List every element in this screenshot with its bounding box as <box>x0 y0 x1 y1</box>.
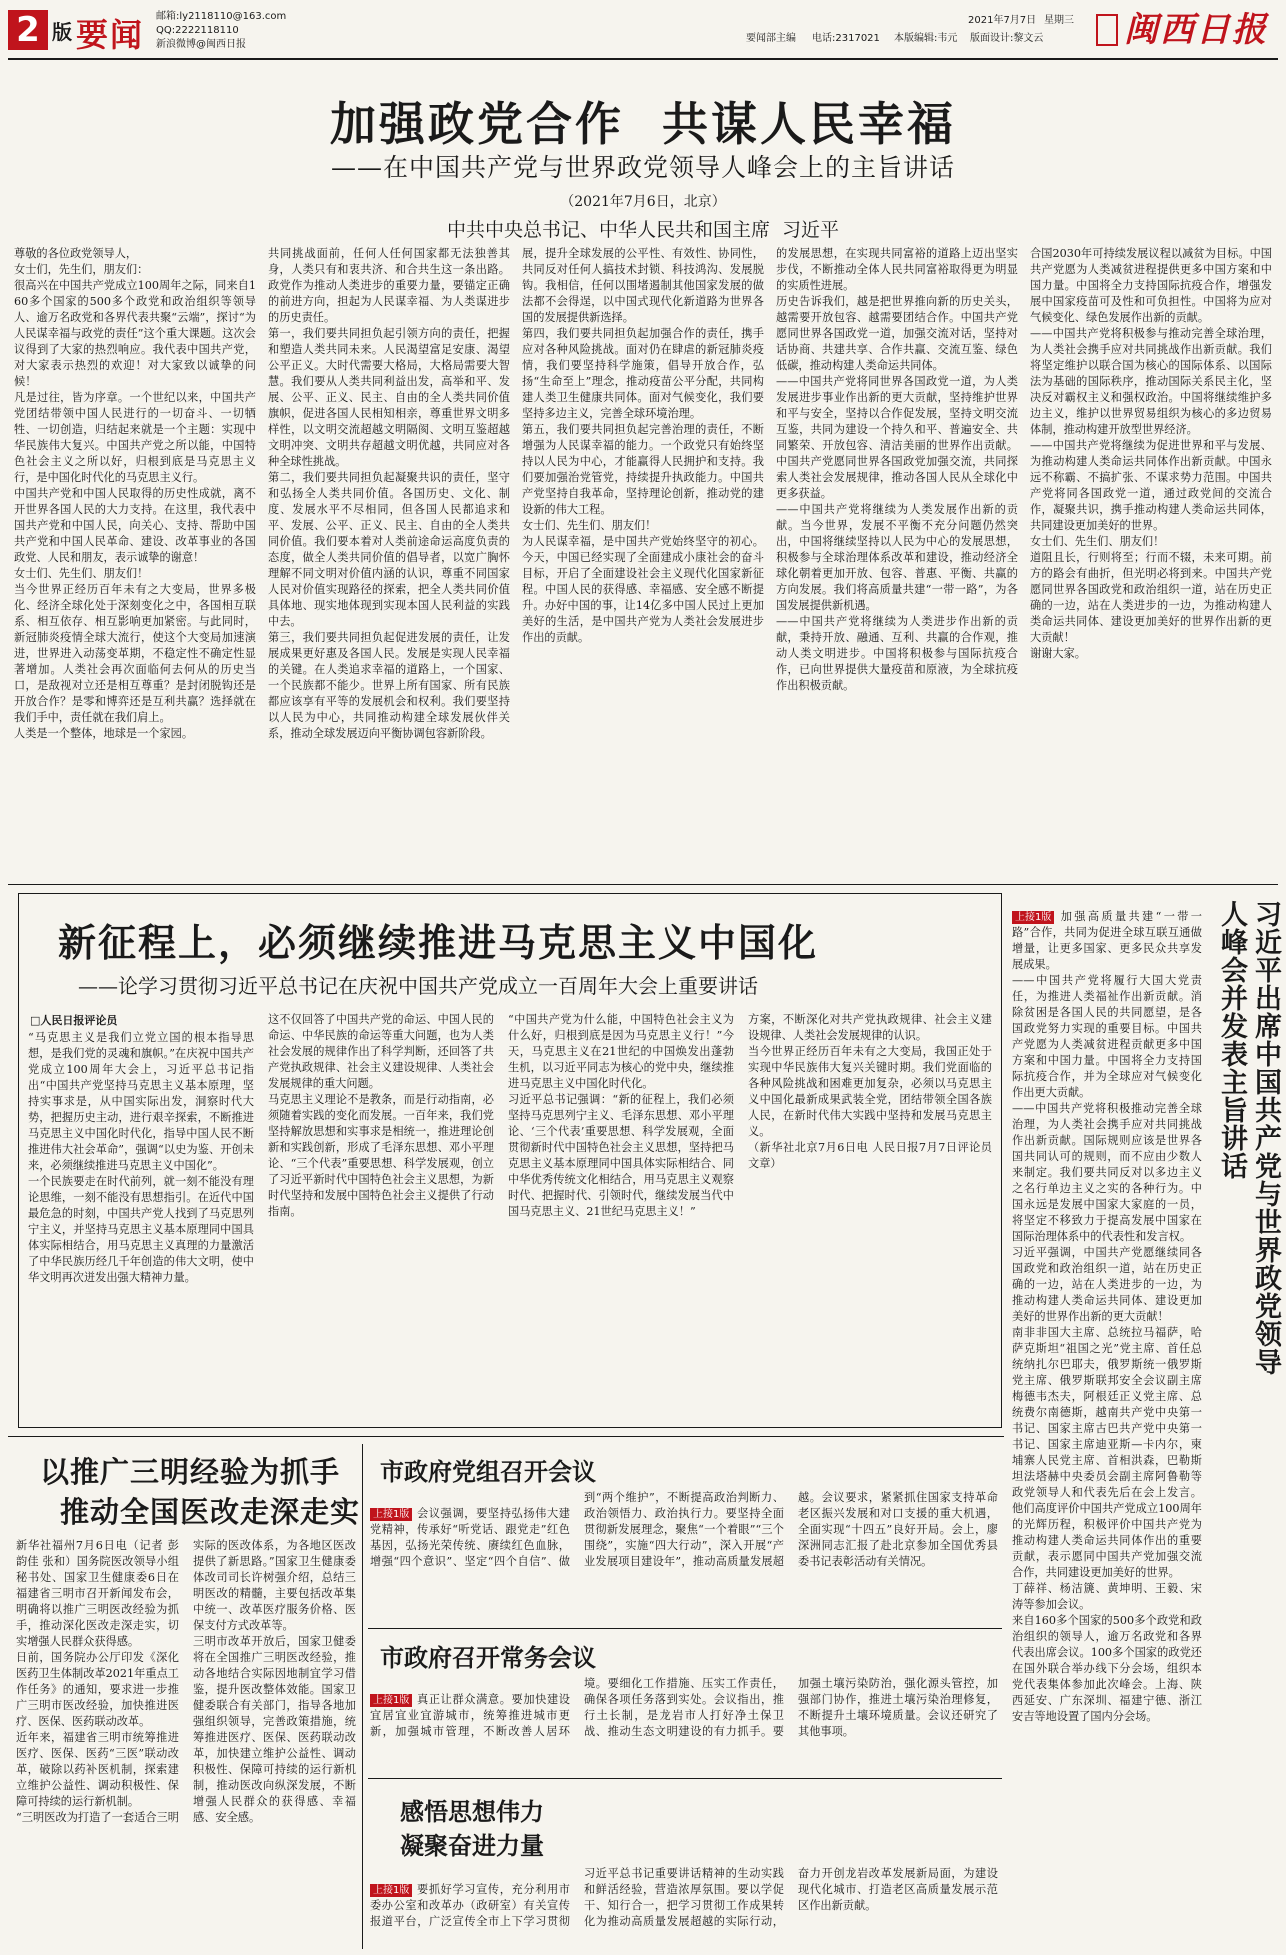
divider <box>368 1778 1002 1779</box>
duty-editor-info: 本版编辑:韦元 <box>894 33 958 44</box>
commentary-byline: □人民日报评论员 <box>30 1014 118 1027</box>
lead-column: 共同挑战面前，任何人任何国家都无法独善其身，人类只有和衷共济、和合共生这一条出路。政党作为推动人类进步的重要力量，要锚定正确的前进方向，担起为人民谋幸福、为人类谋进步的历史责任。 第一，我们要共同担负起引领方向的责任，把握和塑造人类共同未来。人民渴望富足安康、渴望公平正义。大时代需要大格局，大格局需要大智慧。我们要从人类共同利益出发，高举和平、发展、公平、正义、民主、自由的全人类共同价值旗帜，促进各国人民相知相亲，尊重世界文明多样性，以文明交流超越文明隔阂、文明互鉴超越文明冲突、文明共存超越文明优越，共同应对各种全球性挑战。 第二，我们要共同担负起凝聚共识的责任，坚守和弘扬全人类共同价值。各国历史、文化、制度、发展水平不尽相同，但各国人民都追求和平、发展、公平、正义、民主、自由的全人类共同价值。我们要本着对人类前途命运高度负责的态度，做全人类共同价值的倡导者，以宽广胸怀理解不同文明对价值内涵的认识，尊重不同国家人民对价值实现路径的探索，把全人类共同价值具体地、现实地体现到实现本国人民利益的实践中去。 第三，我们要共同担负起促进发展的责任，让发展成果更好惠及各国人民。发展是实现人民幸福的关键。在人类追求幸福的道路上，一个国家、一个民族都不能少。世界上所有国家、所有民族都应该享有平等的发展机会和权利。我们要坚持以人民为中心，共同推动构建全球发展伙伴关系，推动全球发展迈向平衡协调包容新阶段。 <box>268 247 510 740</box>
inspire-headline: 感悟思想伟力 <box>400 1797 544 1826</box>
commentary-column: “中国共产党为什么能，中国特色社会主义为什么好，归根到底是因为马克思主义行！”今天，马克思主义在21世纪的中国焕发出蓬勃生机，以习近平同志为核心的党中央，继续推进马克思主义中国化时代化。 习近平总书记强调：“新的征程上，我们必须坚持马克思列宁主义、毛泽东思想、邓小平理论、‘三个代表’重要思想、科学发展观，全面贯彻新时代中国特色社会主义思想，坚持把马克思主义基本原理同中国具体实际相结合、同中华优秀传统文化相结合，用马克思主义观察时代、把握时代、引领时代，继续发展当代中国马克思主义、21世纪马克思主义！” <box>508 1013 734 1218</box>
executive-meeting-headline: 市政府召开常务会议 <box>380 1643 596 1672</box>
commentary-column: 方案，不断深化对共产党执政规律、社会主义建设规律、人类社会发展规律的认识。 当今世界正经历百年未有之大变局，我国正处于实现中华民族伟大复兴关键时期。我们党面临的各种风险挑战和困难更加复杂，必须以马克思主义中国化最新成果武装全党，团结带领全国各族人民，在新时代伟大实践中坚持和发展马克思主义。 （新华社北京7月6日电 人民日报7月7日评论员文章） <box>748 1013 992 1170</box>
commentary-subheadline: ——论学习贯彻习近平总书记在庆祝中国共产党成立一百周年大会上重要讲话 <box>78 974 758 998</box>
continued-tag: 上接1版 <box>370 1694 412 1707</box>
paper-logo <box>1094 8 1278 52</box>
lead-byline: 中共中央总书记、中华人民共和国主席 习近平 <box>446 219 840 241</box>
lead-column: 合国2030年可持续发展议程以减贫为目标。中国共产党愿为人类减贫进程提供更多中国方案和中国力量。中国将全力支持国际抗疫合作，增强发展中国家疫苗可及性和可负担性。中国将为应对气候变化、绿色发展作出新的贡献。 ——中国共产党将积极参与推动完善全球治理，为人类社会携手应对共同挑战作出新贡献。我们将坚定维护以联合国为核心的国际体系、以国际法为基础的国际秩序，推动国际关系民主化，坚决反对霸权主义和强权政治。中国将继续维护多边主义，维护以世界贸易组织为核心的多边贸易体制，推动构建开放型世界经济。 ——中国共产党将继续为促进世界和平与发展、为推动构建人类命运共同体作出新贡献。中国永远不称霸、不搞扩张、不谋求势力范围。中国共产党将同各国政党一道，通过政党间的交流合作，凝聚共识，携手推动构建人类命运共同体，共同建设更加美好的世界。 女士们、先生们、朋友们！ 道阻且长，行则将至；行而不辍，未来可期。前方的路会有曲折，但光明必将到来。中国共产党愿同世界各国政党和政治组织一道，站在历史正确的一边，站在人类进步的一边，为推动构建人类命运共同体、建设更加美好的世界作出新的更大贡献！ 谢谢大家。 <box>1030 247 1272 660</box>
lead-column: 展，提升全球发展的公平性、有效性、协同性，共同反对任何人搞技术封锁、科技鸿沟、发展脱钩。我相信，任何以围堵遏制其他国家发展的做法都不会得逞，以中国式现代化新道路为世界各国的发展提供新选择。 第四，我们要共同担负起加强合作的责任，携手应对各种风险挑战。面对仍在肆虐的新冠肺炎疫情，我们要坚持科学施策，倡导开放合作，弘扬“生命至上”理念，推动疫苗公平分配，共同构建人类卫生健康共同体。面对气候变化，我们要坚持多边主义，完善全球环境治理。 第五，我们要共同担负起完善治理的责任，不断增强为人民谋幸福的能力。一个政党只有始终坚持以人民为中心，才能赢得人民拥护和支持。我们要加强治党管党，持续提升执政能力。中国共产党坚持自我革命，坚持理论创新，推动党的建设新的伟大工程。 女士们、先生们、朋友们！ 为人民谋幸福，是中国共产党始终坚守的初心。今天，中国已经实现了全面建成小康社会的奋斗目标，开启了全面建设社会主义现代化国家新征程。中国人民的获得感、幸福感、安全感不断提升。办好中国的事，让14亿多中国人民过上更加美好的生活，是中国共产党为人类社会发展进步作出的贡献。 <box>522 247 764 644</box>
sidebar-news-body <box>1012 893 1202 1943</box>
masthead-rule <box>8 58 1278 60</box>
logo-seal <box>1096 14 1118 46</box>
lead-column: 尊敬的各位政党领导人， 女士们，先生们，朋友们： 很高兴在中国共产党成立100周年之际，同来自160多个国家的500多个政党和政治组织等领导人、逾万名政党和各界代表共聚“云端”，探讨“为人民谋幸福与政党的责任”这个重大课题。这次会议得到了大家的热烈响应。我代表中国共产党，对大家表示热烈的欢迎！对大家致以诚挚的问候！ 凡是过往，皆为序章。一个世纪以来，中国共产党团结带领中国人民进行的一切奋斗、一切牺牲、一切创造，归结起来就是一个主题：实现中华民族伟大复兴。中国共产党之所以能，中国特色社会主义之所以好，归根到底是马克思主义行，是中国化时代化的马克思主义行。 中国共产党和中国人民取得的历史性成就，离不开世界各国人民的大力支持。在这里，我代表中国共产党和中国人民，向关心、支持、帮助中国共产党和中国人民革命、建设、改革事业的各国政党、人民和朋友，表示诚挚的谢意！ 女士们、先生们、朋友们！ 当今世界正经历百年未有之大变局，世界多极化、经济全球化处于深刻变化之中，各国相互联系、相互依存、相互影响更加紧密。与此同时，新冠肺炎疫情全球大流行，使这个大变局加速演进，世界进入动荡变革期，不稳定性不确定性显著增加。人类社会再次面临何去何从的历史当口，是敌视对立还是相互尊重？是封闭脱钩还是开放合作？是零和博弈还是互利共赢？选择就在我们手中，责任就在我们肩上。 人类是一个整体，地球是一个家园。 <box>14 247 256 740</box>
issue-date: 2021年7月7日 <box>968 15 1037 26</box>
party-meeting-text: 会议强调，要坚持弘扬伟大建党精神，传承好“听党话、跟党走”红色基因，弘扬光荣传统、赓续红色血脉，增强“四个意识”、坚定“四个自信”、做到“两个维护”，不断提高政治判断力、政治领悟力、政治执行力。要坚持全面贯彻新发展理念，聚焦“一个着眼”“三个围绕”，实施“四大行动”，深入开展“产业发展项目建设年”，推动高质量发展超越。会议要求，紧紧抓住国家支持革命老区振兴发展和对口支援的重大机遇，全面实现“十四五”良好开局。会上，廖深洲同志汇报了赴北京参加全国优秀县委书记表彰活动有关情况。 <box>370 1491 998 1568</box>
lead-dateline: （2021年7月6日，北京） <box>560 194 726 210</box>
sidebar-news-text: 加强高质量共建“一带一路”合作，共同为促进全球互联互通做增量，让更多国家、更多民众共享发展成果。 ——中国共产党将履行大国大党责任，为推进人类福祉作出新贡献。消除贫困是各国人民的共同愿望，是各国政党努力实现的重要目标。中国共产党愿为人类减贫进程贡献更多中国方案和中国力量。中国将全力支持国际抗疫合作，并为全球应对气候变化作出更大贡献。 ——中国共产党将积极推动完善全球治理，为人类社会携手应对共同挑战作出新贡献。国际规则应该是世界各国共同认可的规则，而不应由少数人来制定。我们要共同反对以多边主义之名行单边主义之实的各种行为。中国永远是发展中国家大家庭的一员，将坚定不移致力于提高发展中国家在国际治理体系中的代表性和发言权。 习近平强调，中国共产党愿继续同各国政党和政治组织一道，站在历史正确的一边，站在人类进步的一边，为推动构建人类命运共同体、建设更加美好的世界作出新的更大贡献！ 南非非国大主席、总统拉马福萨，哈萨克斯坦“祖国之光”党主席、首任总统纳扎尔巴耶夫，俄罗斯统一俄罗斯党主席、俄罗斯联邦安全会议副主席梅德韦杰夫，阿根廷正义党主席、总统费尔南德斯，越南共产党中央第一书记、国家主席古巴共产党中央第一书记、国家主席迪亚斯—卡内尔，柬埔寨人民党主席、首相洪森，巴勒斯坦法塔赫中央委员会副主席阿鲁勒等政党领导人和代表先后在会上发言。他们高度评价中国共产党成立100周年的光辉历程，积极评价中国共产党为推动构建人类命运共同体作出的重要贡献，表示愿同中国共产党加强交流合作，共同建设更加美好的世界。 丁薛祥、杨洁篪、黄坤明、王毅、宋涛等参加会议。 来自160多个国家的500多个政党和政治组织的领导人，逾万名政党和各界代表出席会议。100多个国家的政党还在国外联合举办线下分会场，组织本党代表集体参加此次峰会。上海、陕西延安、广东深圳、福建宁德、浙江安吉等地设置了国内分会场。 <box>1012 910 1202 1723</box>
paper-name: 闽西日报 <box>1124 10 1268 50</box>
issue-weekday: 星期三 <box>1044 15 1074 26</box>
party-meeting-headline: 市政府党组召开会议 <box>380 1457 596 1486</box>
executive-meeting-text: 真正让群众满意。要加快建设宜居宜业宜游城市，统筹推进城市更新，加强城市管理，不断改善人居环境。要细化工作措施、压实工作责任，确保各项任务落到实处。会议指出，推行土长制，是龙岩市人打好净土保卫战、推动生态文明建设的有力抓手。要加强土壤污染防治，强化源头管控，加强部门协作，推进土壤污染治理修复，不断提升土壤环境质量。会议还研究了其他事项。 <box>370 1677 998 1738</box>
sidebar-vertical-headline: 习近平出席中国共产党与世界政党领导人峰会并发表主旨讲话 <box>1216 900 1281 1376</box>
contact-weibo: 新浪微博@闽西日报 <box>156 39 246 50</box>
sanming-headline: 推动全国医改走深走实 <box>60 1495 361 1529</box>
section-title: 要闻 <box>76 16 145 54</box>
editor-info: 要闻部主编 <box>746 33 796 44</box>
designer-info: 版面设计:黎文云 <box>970 33 1044 44</box>
commentary-column: 这不仅回答了中国共产党的命运、中国人民的命运、中华民族的命运等重大问题，也为人类社会发展的规律作出了科学判断，还回答了共产党执政规律、社会主义建设规律、人类社会发展规律的重大问题。 马克思主义理论不是教条，而是行动指南，必须随着实践的变化而发展。一百年来，我们党坚持解放思想和实事求是相统一，推进理论创新和实践创新，形成了毛泽东思想、邓小平理论、“三个代表”重要思想、科学发展观，创立了习近平新时代中国特色社会主义思想，为新时代坚持和发展中国特色社会主义提供了行动指南。 <box>268 1013 494 1218</box>
continued-tag: 上接1版 <box>1012 911 1054 924</box>
inspire-headline: 凝聚奋进力量 <box>400 1831 544 1860</box>
inspire-body <box>370 1866 998 1948</box>
executive-meeting-body <box>370 1676 998 1770</box>
continued-tag: 上接1版 <box>370 1884 412 1897</box>
commentary-headline: 新征程上，必须继续推进马克思主义中国化 <box>58 920 819 965</box>
contact-email: 邮箱:ly2118110@163.com <box>156 11 287 22</box>
divider <box>8 884 1278 885</box>
commentary-column: “马克思主义是我们立党立国的根本指导思想，是我们党的灵魂和旗帜。”在庆祝中国共产党成立100周年大会上，习近平总书记指出“中国共产党坚持马克思主义基本原理，坚持实事求是，从中国实际出发，洞察时代大势，把握历史主动，进行艰辛探索，不断推进马克思主义中国化时代化，指导中国人民不断推进伟大社会革命”，强调“以史为鉴、开创未来，必须继续推进马克思主义中国化”。 一个民族要走在时代前列，就一刻不能没有理论思维，一刻不能没有思想指引。在近代中国最危急的时刻，中国共产党人找到了马克思列宁主义，并坚持马克思主义基本原理同中国具体实际相结合，用马克思主义真理的力量激活了中华民族历经几千年创造的伟大文明，使中华文明再次迸发出强大精神力量。 <box>28 1031 254 1284</box>
party-meeting-body <box>370 1490 998 1620</box>
column-divider <box>362 1444 363 1949</box>
divider <box>368 1628 1002 1629</box>
page-suffix: 版 <box>52 20 72 44</box>
continued-tag: 上接1版 <box>370 1508 412 1521</box>
divider <box>8 1436 1004 1437</box>
page-number-badge: 2 <box>8 10 48 50</box>
sanming-headline: 以推广三明经验为抓手 <box>40 1455 341 1489</box>
inspire-text: 要抓好学习宣传，充分利用市委办公室和改革办（政研室）有关宣传报道平台，广泛宣传全市上下学习贯彻习近平总书记重要讲话精神的生动实践和鲜活经验，营造浓厚氛围。要以学促干、知行合一，把学习贯彻工作成果转化为推动高质量发展超越的实际行动，奋力开创龙岩改革发展新局面，为建设现代化城市、打造老区高质量发展示范区作出新贡献。 <box>370 1867 998 1928</box>
masthead <box>8 8 1278 54</box>
phone-info: 电话:2317021 <box>812 33 880 44</box>
contact-qq: QQ:2222118110 <box>156 25 239 36</box>
lead-column: 的发展思想，在实现共同富裕的道路上迈出坚实步伐，不断推动全体人民共同富裕取得更为明显的实质性进展。 历史告诉我们，越是把世界推向新的历史关头，越需要开放包容、越需要团结合作。中国共产党愿同世界各国政党一道，加强交流对话，坚持对话协商、共建共享、合作共赢、交流互鉴、绿色低碳，推动构建人类命运共同体。 ——中国共产党将同世界各国政党一道，为人类发展进步事业作出新的更大贡献，坚持维护世界和平与安全，坚持以合作促发展，坚持文明交流互鉴，共同为建设一个持久和平、普遍安全、共同繁荣、开放包容、清洁美丽的世界作出贡献。中国共产党愿同世界各国政党加强交流，共同探索人类社会发展规律，推动各国人民从全球化中更多获益。 ——中国共产党将继续为人类发展作出新的贡献。当今世界，发展不平衡不充分问题仍然突出，中国将继续坚持以人民为中心的发展思想，积极参与全球治理体系改革和建设，推动经济全球化朝着更加开放、包容、普惠、平衡、共赢的方向发展。我们将高质量共建“一带一路”，为各国发展提供新机遇。 ——中国共产党将继续为人类进步作出新的贡献，秉持开放、融通、互利、共赢的合作观，推动人类文明进步。中国将积极参与国际抗疫合作，已向世界提供大量疫苗和原液，为全球抗疫作出积极贡献。 <box>776 247 1018 692</box>
sanming-body: 新华社福州7月6日电（记者 彭韵佳 张和）国务院医改领导小组秘书处、国家卫生健康委6日在福建省三明市召开新闻发布会，明确将以推广三明医改经验为抓手，推动深化医改走深走实，切实增强人民群众获得感。 日前，国务院办公厅印发《深化医药卫生体制改革2021年重点工作任务》的通知，要求进一步推广三明市医改经验，加快推进医疗、医保、医药联动改革。 近年来，福建省三明市统筹推进医疗、医保、医药“三医”联动改革，破除以药补医机制，探索建立维护公益性、调动积极性、保障可持续的运行新机制。 “三明医改为打造了一套适合三明实际的医改体系，为各地区医改提供了新思路。”国家卫生健康委体改司司长许树强介绍，总结三明医改的精髓，主要包括改革集中统一、改革医疗服务价格、医保支付方式改革等。 三明市改革开放后，国家卫健委将在全国推广三明医改经验，推动各地结合实际因地制宜学习借鉴，提升医改整体效能。国家卫健委联合有关部门，指导各地加强组织领导，完善政策措施，统筹推进医疗、医保、医药联动改革，加快建立维护公益性、调动积极性、保障可持续的运行新机制，推动医改向纵深发展，不断增强人民群众的获得感、幸福感、安全感。 <box>16 1539 356 1824</box>
lead-headline: 加强政党合作 共谋人民幸福 <box>329 97 957 151</box>
lead-subheadline: ——在中国共产党与世界政党领导人峰会上的主旨讲话 <box>330 153 955 182</box>
